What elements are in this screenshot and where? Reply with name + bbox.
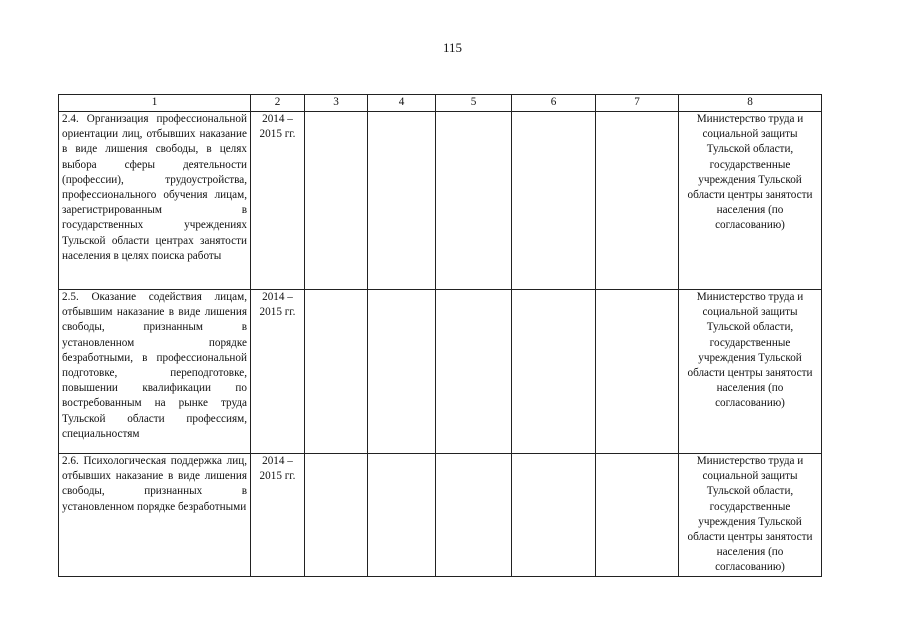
empty-cell-col4 <box>368 290 436 454</box>
measure-name-cell: 2.6. Психологическая поддержка лиц, отбывших наказание в виде лишения свободы, признанных в установленном порядке безработными <box>59 454 251 577</box>
column-header-4: 4 <box>368 95 436 112</box>
measures-table <box>58 94 822 577</box>
empty-cell-col5 <box>436 290 512 454</box>
table-row <box>59 290 822 454</box>
empty-cell-col5 <box>436 454 512 577</box>
empty-cell-col6 <box>512 112 596 290</box>
table-header-row <box>59 95 822 112</box>
column-header-5: 5 <box>436 95 512 112</box>
empty-cell-col6 <box>512 454 596 577</box>
empty-cell-col4 <box>368 112 436 290</box>
executor-cell: Министерство труда и социальной защиты Тульской области, государственные учреждения Тульской области центры занятости населения (по согласованию) <box>679 454 822 577</box>
executor-cell: Министерство труда и социальной защиты Тульской области, государственные учреждения Тульской области центры занятости населения (по согласованию) <box>679 290 822 454</box>
empty-cell-col4 <box>368 454 436 577</box>
column-header-6: 6 <box>512 95 596 112</box>
period-cell: 2014 – 2015 гг. <box>251 454 305 577</box>
empty-cell-col7 <box>596 454 679 577</box>
period-cell: 2014 – 2015 гг. <box>251 290 305 454</box>
table-row <box>59 112 822 290</box>
empty-cell-col6 <box>512 290 596 454</box>
measure-name-cell: 2.4. Организация профессиональной ориентации лиц, отбывших наказание в виде лишения свободы, в целях выбора сферы деятельности (профессии), трудоустройства, профессионального обучения лицам, зарегистрированным в государственных учреждениях Тульской области центрах занятости населения в целях поиска работы <box>59 112 251 290</box>
table-row <box>59 454 822 577</box>
column-header-7: 7 <box>596 95 679 112</box>
column-header-8: 8 <box>679 95 822 112</box>
column-header-1: 1 <box>59 95 251 112</box>
period-cell: 2014 – 2015 гг. <box>251 112 305 290</box>
measure-name-cell: 2.5. Оказание содействия лицам, отбывшим наказание в виде лишения свободы, признанным в установленном порядке безработными, в профессиональной подготовке, переподготовке, повышении квалификации по востребованным на рынке труда Тульской области профессиям, специальностям <box>59 290 251 454</box>
empty-cell-col7 <box>596 290 679 454</box>
empty-cell-col5 <box>436 112 512 290</box>
executor-cell: Министерство труда и социальной защиты Тульской области, государственные учреждения Тульской области центры занятости населения (по согласованию) <box>679 112 822 290</box>
column-header-2: 2 <box>251 95 305 112</box>
column-header-3: 3 <box>305 95 368 112</box>
empty-cell-col3 <box>305 290 368 454</box>
empty-cell-col3 <box>305 112 368 290</box>
empty-cell-col3 <box>305 454 368 577</box>
page-number: 115 <box>442 40 463 55</box>
empty-cell-col7 <box>596 112 679 290</box>
